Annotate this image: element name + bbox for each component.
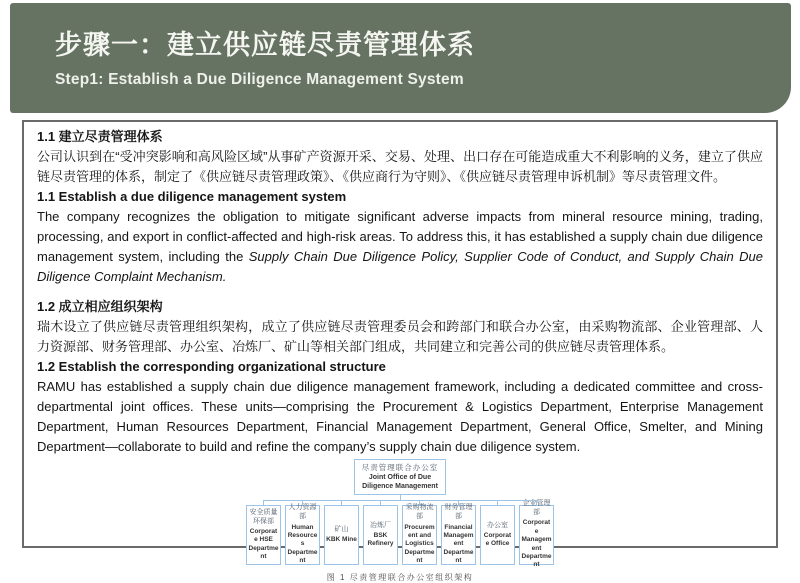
node-label-en: Corporate Office	[483, 531, 512, 548]
org-chart-branch-corp-mgmt	[519, 500, 554, 569]
org-chart-node	[246, 505, 281, 565]
section-1-1-body-en	[37, 207, 763, 287]
node-label-zh: 人力资源部	[288, 504, 317, 521]
page-title-zh: 步骤一：建立供应链尽责管理体系	[55, 30, 475, 60]
node-label-zh: 安全质量环保部	[249, 508, 278, 525]
org-chart-branch-refinery	[363, 500, 398, 565]
org-chart-branch-finance	[441, 500, 476, 565]
node-label-en: Corporate Management Department	[521, 519, 552, 569]
node-label-en: Procurement and Logistics Department	[404, 523, 435, 565]
org-chart-branch-mine	[324, 500, 359, 565]
section-1-2-body-zh: 瑞木设立了供应链尽责管理组织架构，成立了供应链尽责管理委员会和跨部门和联合办公室，由采购物流部、企业管理部、人力资源部、财务管理部、办公室、冶炼厂、矿山等相关部门组成，共同建立和完善公司的供应链尽责管理体系。	[37, 319, 763, 354]
section-1-1-heading-zh: 1.1 建立尽责管理体系	[37, 129, 163, 144]
page-title-en: Step1: Establish a Due Diligence Management System	[55, 71, 464, 89]
section-1-1-body-en-italic-titles: Supply Chain Due Diligence Policy, Supplier Code of Conduct, and Supply Chain Due Diligence Complaint Mechanism.	[37, 249, 763, 284]
node-label-en: Corporate HSE Department	[248, 527, 279, 561]
node-label-zh: 办公室	[487, 521, 508, 529]
node-label-en: Human Resources Department	[287, 523, 318, 565]
org-root-label-zh: 尽责管理联合办公室	[361, 463, 439, 472]
org-chart	[246, 459, 554, 569]
org-chart-horizontal-connector	[263, 500, 537, 501]
org-chart-branch-procurement	[402, 500, 437, 565]
section-1-1-body-en-text: The company recognizes the obligation to mitigate significant adverse impacts from mineral resource mining, trading, processing, and export in conflict-affected and high-risk areas. To address this, it has established a supply chain due diligence management system, including the	[37, 209, 763, 264]
section-1-2-body-en: RAMU has established a supply chain due diligence management framework, including a dedicated committee and cross-departmental joint offices. These units—comprising the Procurement & Logistics Department, Enterprise Management Department, Human Resources Department, Financial Management Department, General Office, Smelter, and Mining Department—collaborate to build and refine the company’s supply chain due diligence system.	[37, 379, 763, 454]
node-label-zh: 财务管理部	[444, 504, 473, 521]
node-label-en: BSK Refinery	[367, 531, 394, 548]
node-label-zh: 企业管理部	[522, 500, 551, 517]
node-label-en: KBK Mine	[326, 535, 357, 543]
org-chart-children-row	[246, 500, 554, 569]
node-label-zh: 冶炼厂	[370, 521, 391, 529]
org-chart-node	[441, 505, 476, 565]
node-label-en: Financial Management Department	[443, 523, 474, 565]
org-chart-node	[519, 500, 554, 569]
org-chart-branch-hr	[285, 500, 320, 565]
header-banner	[10, 3, 791, 113]
org-chart-branch-hse	[246, 500, 281, 565]
org-chart-root-node	[354, 459, 446, 495]
section-1-2-heading-en: 1.2 Establish the corresponding organizational structure	[37, 359, 386, 374]
section-1-1-heading-en: 1.1 Establish a due diligence management system	[37, 189, 347, 204]
figure-caption: 图 1 尽责管理联合办公室组织架构	[326, 572, 474, 582]
org-chart-branch-office	[480, 500, 515, 565]
section-1-2-heading-zh: 1.2 成立相应组织架构	[37, 299, 163, 314]
org-chart-node	[324, 505, 359, 565]
node-label-zh: 矿山	[334, 525, 349, 533]
content-panel	[22, 120, 778, 582]
section-divider-space	[37, 287, 763, 297]
org-chart-node	[402, 505, 437, 565]
node-label-zh: 采购物流部	[405, 504, 434, 521]
org-chart-node	[285, 505, 320, 565]
org-root-label-en: Joint Office of Due Diligence Management	[362, 474, 438, 490]
section-1-1-body-zh: 公司认识到在“受冲突影响和高风险区域”从事矿产资源开采、交易、处理、出口存在可能造成重大不利影响的义务，建立了供应链尽责管理的体系，制定了《供应链尽责管理政策》、《供应商行为守则》、《供应链尽责管理申诉机制》等尽责管理文件。	[37, 149, 763, 184]
org-chart-node	[480, 505, 515, 565]
org-chart-node	[363, 505, 398, 565]
